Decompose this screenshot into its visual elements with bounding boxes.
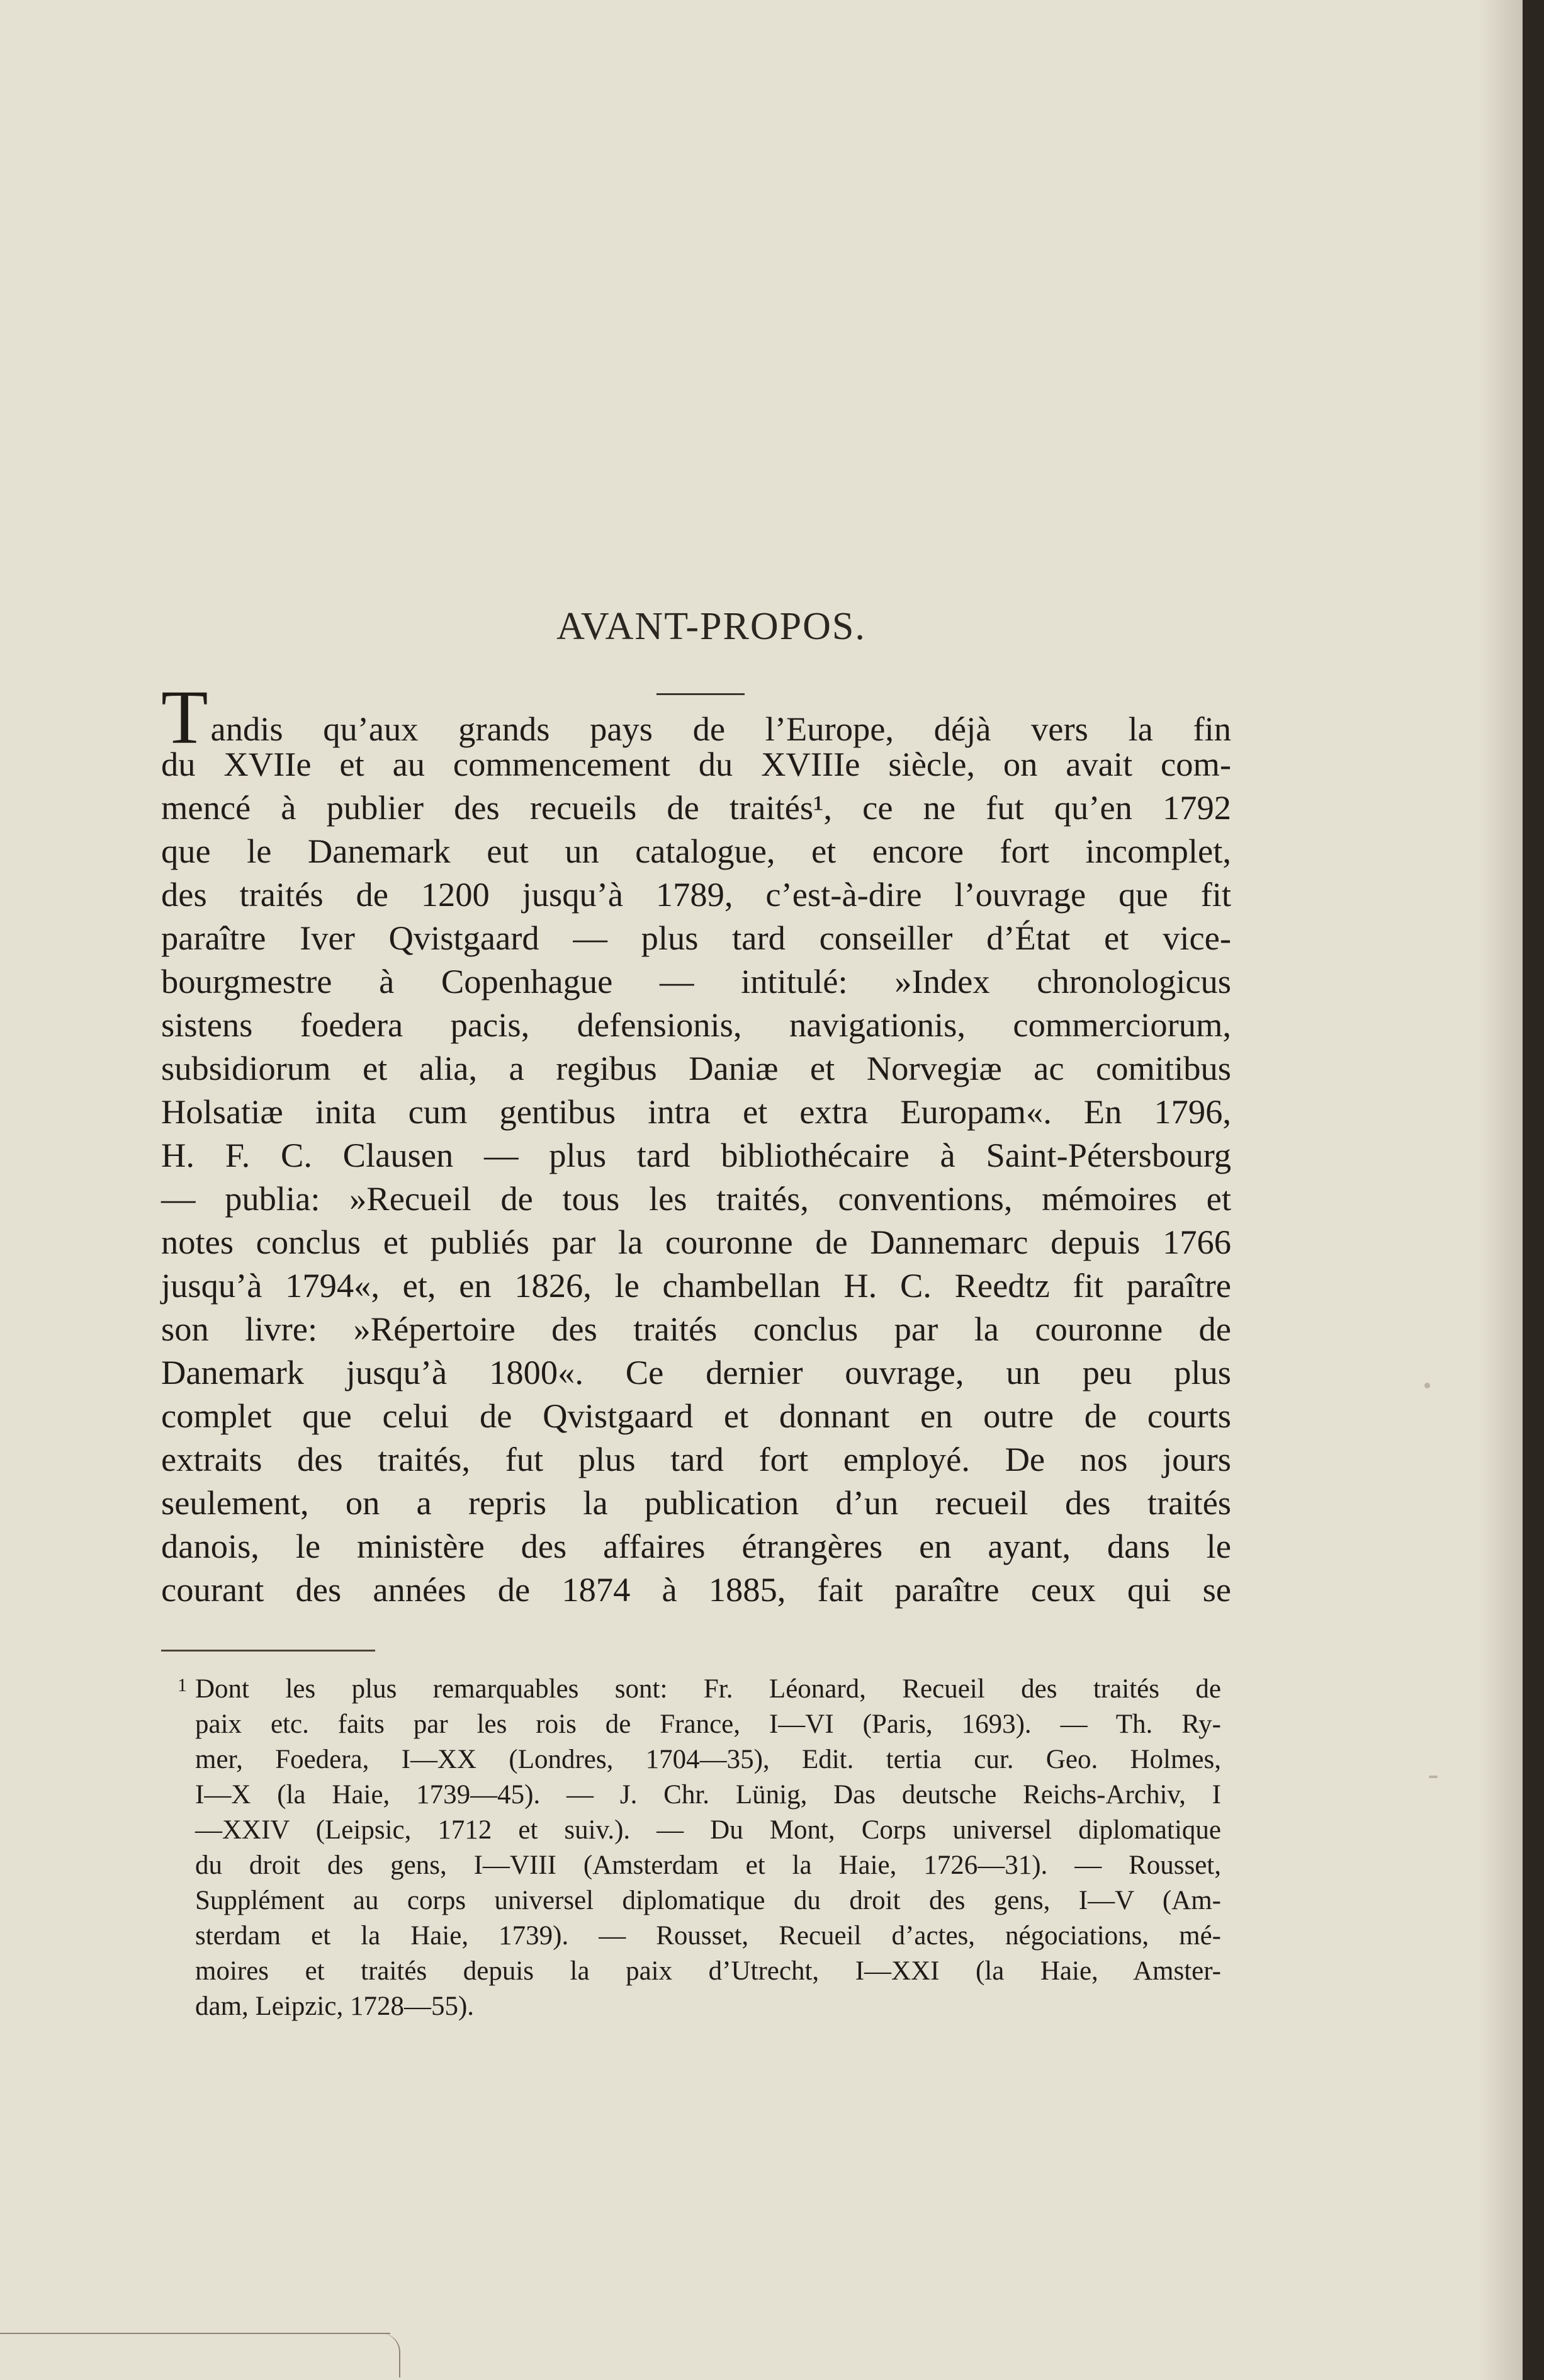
dropcap: T	[161, 675, 208, 760]
footnote-line: dam, Leipzic, 1728—55).	[195, 1992, 475, 2021]
body-line: paraître Iver Qvistgaard — plus tard conseiller d’État et vice-	[161, 919, 1231, 957]
footnote-line: sterdam et la Haie, 1739). — Rousset, Recueil d’actes, négociations, mé-	[195, 1921, 1221, 1951]
body-line: subsidiorum et alia, a regibus Daniæ et Norvegiæ ac comitibus	[161, 1049, 1231, 1087]
body-line: bourgmestre à Copenhague — intitulé: »Index chronologicus	[161, 962, 1231, 1000]
body-line: courant des années de 1874 à 1885, fait paraître ceux qui se	[161, 1570, 1231, 1609]
body-line: extraits des traités, fut plus tard fort employé. De nos jours	[161, 1440, 1231, 1478]
body-line-text: andis qu’aux grands pays de l’Europe, déjà vers la fin	[210, 710, 1231, 748]
body-line: mencé à publier des recueils de traités¹, ce ne fut qu’en 1792	[161, 788, 1231, 827]
footnote-line: —XXIV (Leipsic, 1712 et suiv.). — Du Mont, Corps universel diplomatique	[195, 1815, 1221, 1845]
footnote-line: I—X (la Haie, 1739—45). — J. Chr. Lünig, Das deutsche Reichs-Archiv, I	[195, 1780, 1221, 1810]
body-line: que le Danemark eut un catalogue, et encore fort incomplet,	[161, 832, 1231, 870]
footnote-marker: 1	[178, 1675, 187, 1696]
footnote-line: Supplément au corps universel diplomatique du droit des gens, I—V (Am-	[195, 1886, 1221, 1915]
body-line: du XVIIe et au commencement du XVIIIe siècle, on avait com-	[161, 745, 1231, 783]
page-title: AVANT-PROPOS.	[556, 605, 866, 648]
body-line: — publia: »Recueil de tous les traités, conventions, mémoires et	[161, 1179, 1231, 1218]
body-line: notes conclus et publiés par la couronne de Dannemarc depuis 1766	[161, 1223, 1231, 1261]
body-line: H. F. C. Clausen — plus tard bibliothécaire à Saint-Pétersbourg	[161, 1136, 1231, 1174]
body-line: danois, le ministère des affaires étrangères en ayant, dans le	[161, 1527, 1231, 1565]
spine-shadow	[1479, 0, 1523, 2380]
footnote-line: moires et traités depuis la paix d’Utrecht, I—XXI (la Haie, Amster-	[195, 1956, 1221, 1986]
footnote-line: mer, Foedera, I—XX (Londres, 1704—35), Edit. tertia cur. Geo. Holmes,	[195, 1745, 1221, 1774]
footnote-line: Dont les plus remarquables sont: Fr. Léonard, Recueil des traités de	[195, 1674, 1221, 1704]
body-line: Holsatiæ inita cum gentibus intra et extra Europam«. En 1796,	[161, 1092, 1231, 1131]
body-line: Danemark jusqu’à 1800«. Ce dernier ouvrage, un peu plus	[161, 1353, 1231, 1391]
page-edge-curl	[380, 2333, 400, 2377]
footnote	[178, 1672, 1221, 2024]
page-edge-line	[0, 2333, 390, 2334]
paper-speck	[1424, 1383, 1430, 1388]
footnote-line: du droit des gens, I—VIII (Amsterdam et la Haie, 1726—31). — Rousset,	[195, 1850, 1221, 1880]
body-line: des traités de 1200 jusqu’à 1789, c’est-à-dire l’ouvrage que fit	[161, 875, 1231, 914]
body-line: sistens foedera pacis, defensionis, navigationis, commerciorum,	[161, 1006, 1231, 1044]
body-line: jusqu’à 1794«, et, en 1826, le chambellan H. C. Reedtz fit paraître	[161, 1266, 1231, 1305]
body-text	[161, 675, 1231, 1611]
body-line: son livre: »Répertoire des traités conclus par la couronne de	[161, 1310, 1231, 1348]
footnote-rule	[161, 1650, 375, 1652]
title-rule	[656, 693, 745, 695]
body-line: complet que celui de Qvistgaard et donnant en outre de courts	[161, 1397, 1231, 1435]
book-spine-edge	[1523, 0, 1544, 2380]
footnote-line: paix etc. faits par les rois de France, I—VI (Paris, 1693). — Th. Ry-	[195, 1709, 1221, 1739]
body-line: seulement, on a repris la publication d’un recueil des traités	[161, 1483, 1231, 1522]
paper-speck	[1429, 1776, 1438, 1778]
body-line-1	[161, 675, 1231, 760]
